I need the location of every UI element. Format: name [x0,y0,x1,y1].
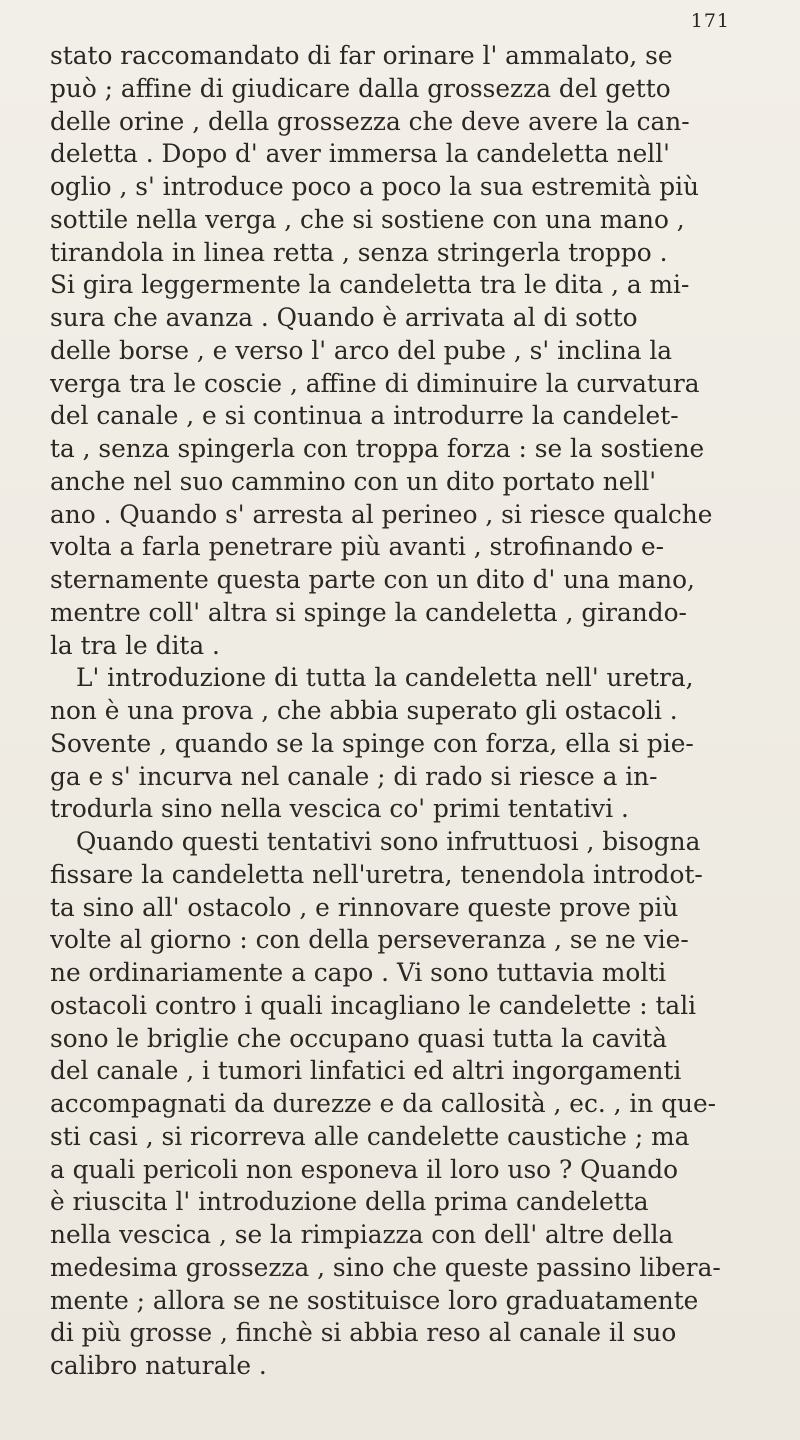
text-line: del canale , i tumori linfatici ed altri ingorgamenti [50,1056,682,1086]
text-line: verga tra le coscie , affine di diminuire la curvatura [50,368,700,398]
text-line: è riuscita l' introduzione della prima candeletta [50,1187,649,1217]
text-line: trodurla sino nella vescica co' primi tentativi . [50,794,629,824]
text-line: la tra le dita . [50,630,220,660]
text-line: sura che avanza . Quando è arrivata al di sotto [50,303,638,332]
text-line: nella vescica , se la rimpiazza con dell' altre della [50,1220,674,1249]
text-line: sottile nella verga , che si sostiene con una mano , [50,204,685,234]
text-line: delle borse , e verso l' arco del pube , s' inclina la [50,335,673,365]
text-line: tirandola in linea retta , senza stringerla troppo . [50,237,668,267]
text-line: sono le briglie che occupano quasi tutta la cavità [50,1023,668,1053]
text-line: ano . Quando s' arresta al perineo , si riesce qualche [50,499,713,529]
body-text [50,40,766,1383]
text-line: delle orine , della grossezza che deve avere la can- [50,106,690,136]
text-line: anche nel suo cammino con un dito portato nell' [50,466,657,496]
text-line: medesima grossezza , sino che queste passino libera- [50,1252,721,1282]
text-line: oglio , s' introduce poco a poco la sua estremità più [50,172,699,201]
text-line: stato raccomandato di far orinare l' ammalato, se [50,41,673,70]
text-line: a quali pericoli non esponeva il loro uso ? Quando [50,1154,679,1184]
text-line: calibro naturale . [50,1351,267,1380]
text-line: ta sino all' ostacolo , e rinnovare queste prove più [50,892,679,922]
text-line: può ; affine di giudicare dalla grossezza del getto [50,73,671,103]
text-line: ne ordinariamente a capo . Vi sono tuttavia molti [50,958,667,987]
text-line: mentre coll' altra si spinge la candeletta , girando- [50,597,687,627]
text-line: sternamente questa parte con un dito d' una mano, [50,565,695,594]
text-line: non è una prova , che abbia superato gli ostacoli . [50,696,678,725]
paragraph-start-line: Quando questi tentativi sono infruttuosi , bisogna [76,827,701,856]
page-number: 171 [690,10,730,32]
text-line: deletta . Dopo d' aver immersa la candeletta nell' [50,139,670,169]
text-line: sti casi , si ricorreva alle candelette caustiche ; ma [50,1121,690,1151]
text-line: accompagnati da durezze e da callosità , ec. , in que- [50,1089,717,1118]
text-line: volte al giorno : con della perseveranza , se ne vie- [50,925,689,955]
text-line: Sovente , quando se la spinge con forza, ella si pie- [50,728,694,758]
text-line: Si gira leggermente la candeletta tra le dita , a mi- [50,270,690,300]
paragraph-start-line: L' introduzione di tutta la candeletta nell' uretra, [76,663,694,693]
text-line: ga e s' incurva nel canale ; di rado si riesce a in- [50,761,658,791]
text-line: fissare la candeletta nell'uretra, tenendola introdot- [50,859,703,889]
text-line: ostacoli contro i quali incagliano le candelette : tali [50,990,697,1020]
text-line: del canale , e si continua a introdurre la candelet- [50,401,679,431]
text-line: di più grosse , finchè si abbia reso al canale il suo [50,1318,677,1348]
text-line: ta , senza spingerla con troppa forza : se la sostiene [50,434,705,463]
text-line: volta a farla penetrare più avanti , strofinando e- [50,532,665,562]
text-line: mente ; allora se ne sostituisce loro graduatamente [50,1285,699,1315]
